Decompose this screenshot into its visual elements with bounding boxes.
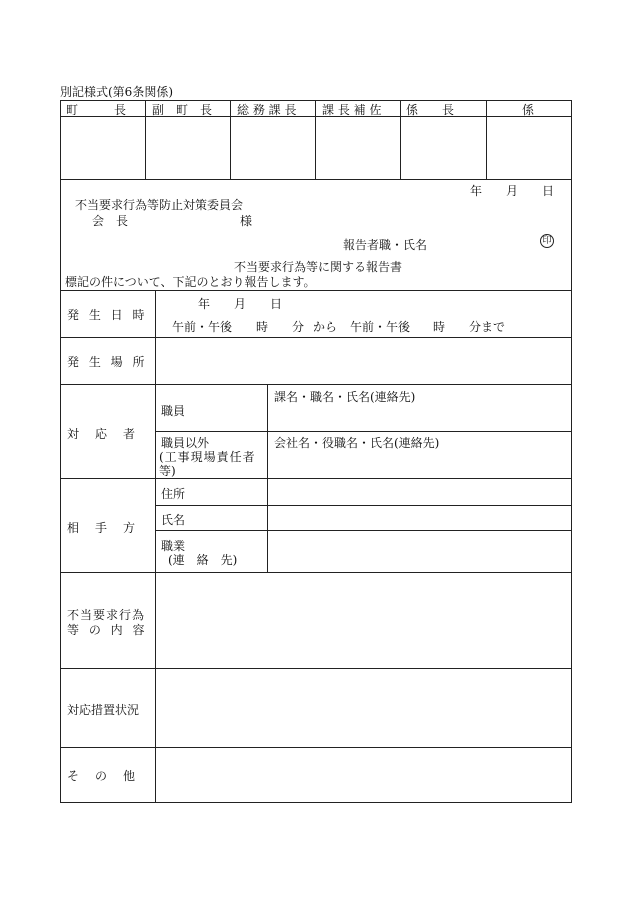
reporter-label: 報告者職・氏名 — [343, 238, 428, 252]
stamp-header-assistant-chief: 課 長 補 佐 — [322, 103, 382, 117]
report-date[interactable]: 年 月 日 — [470, 184, 555, 198]
stamp-header-staff: 係 — [522, 103, 535, 117]
stamp-header-section-head: 係 長 — [406, 103, 455, 117]
chair-label: 会 長 — [92, 214, 129, 228]
responder-staff-field[interactable]: 課名・職名・氏名(連絡先) — [274, 390, 416, 404]
report-title: 不当要求行為等に関する報告書 — [234, 260, 403, 274]
occurrence-to-hour: 時 — [433, 320, 446, 334]
stamp-box-staff[interactable] — [487, 117, 572, 179]
counterpart-name-field[interactable] — [268, 506, 572, 530]
other-label: そ の 他 — [67, 769, 138, 783]
committee-name: 不当要求行為等防止対策委員会 — [75, 198, 244, 212]
stamp-box-general-affairs-chief[interactable] — [231, 117, 315, 179]
counterpart-label: 相 手 方 — [67, 521, 138, 535]
counterpart-occupation-label: 職業 — [161, 539, 186, 553]
counterpart-address-field[interactable] — [268, 479, 572, 505]
stamp-box-mayor[interactable] — [61, 117, 145, 179]
section-divider — [155, 431, 572, 432]
stamp-header-general-affairs-chief: 総 務 課 長 — [237, 103, 297, 117]
request-content-label: 不当要求行為 — [67, 608, 146, 622]
occurrence-from-ampm[interactable]: 午前・午後 — [172, 320, 233, 334]
counterpart-address-label: 住所 — [161, 487, 186, 501]
responder-label: 対 応 者 — [67, 427, 138, 441]
stamp-box-section-head[interactable] — [401, 117, 486, 179]
occurrence-place-field[interactable] — [156, 338, 572, 384]
responder-nonstaff-sublabel: (工事現場責任者 — [159, 450, 256, 464]
seal-mark: 印 — [540, 234, 554, 248]
counterpart-name-label: 氏名 — [161, 513, 186, 527]
report-intro: 標記の件について、下記のとおり報告します。 — [65, 275, 316, 289]
responder-staff-label: 職員 — [161, 404, 186, 418]
responder-nonstaff-field[interactable]: 会社名・役職名・氏名(連絡先) — [274, 436, 440, 450]
responder-nonstaff-sublabel-end: 等) — [159, 464, 176, 478]
response-measures-field[interactable] — [156, 669, 572, 747]
occurrence-to-ampm[interactable]: 午前・午後 — [350, 320, 411, 334]
occurrence-from-hour: 時 — [256, 320, 269, 334]
occurrence-datetime-label: 発 生 日 時 — [67, 308, 148, 322]
occurrence-place-label: 発 生 場 所 — [67, 355, 148, 369]
response-measures-label: 対応措置状況 — [67, 703, 140, 717]
stamp-header-deputy-mayor: 副 町 長 — [152, 103, 213, 117]
occurrence-to-minute: 分まで — [469, 320, 506, 334]
request-content-field[interactable] — [156, 573, 572, 668]
counterpart-contact-label: (連 絡 先) — [168, 553, 238, 567]
occurrence-from-word: から — [313, 320, 338, 334]
other-field[interactable] — [156, 748, 572, 803]
request-content-label-2: 等 の 内 容 — [67, 623, 148, 637]
stamp-box-assistant-chief[interactable] — [316, 117, 400, 179]
occurrence-from-minute: 分 — [292, 320, 305, 334]
form-title: 別記様式(第6条関係) — [60, 85, 173, 99]
responder-nonstaff-label: 職員以外 — [161, 436, 210, 450]
honorific-sama: 様 — [240, 214, 253, 228]
stamp-box-deputy-mayor[interactable] — [146, 117, 230, 179]
occurrence-date-line[interactable]: 年 月 日 — [198, 297, 283, 311]
section-divider — [60, 384, 572, 385]
section-divider — [60, 290, 572, 291]
counterpart-occupation-field[interactable] — [268, 531, 572, 572]
stamp-header-mayor: 町 長 — [66, 103, 127, 117]
